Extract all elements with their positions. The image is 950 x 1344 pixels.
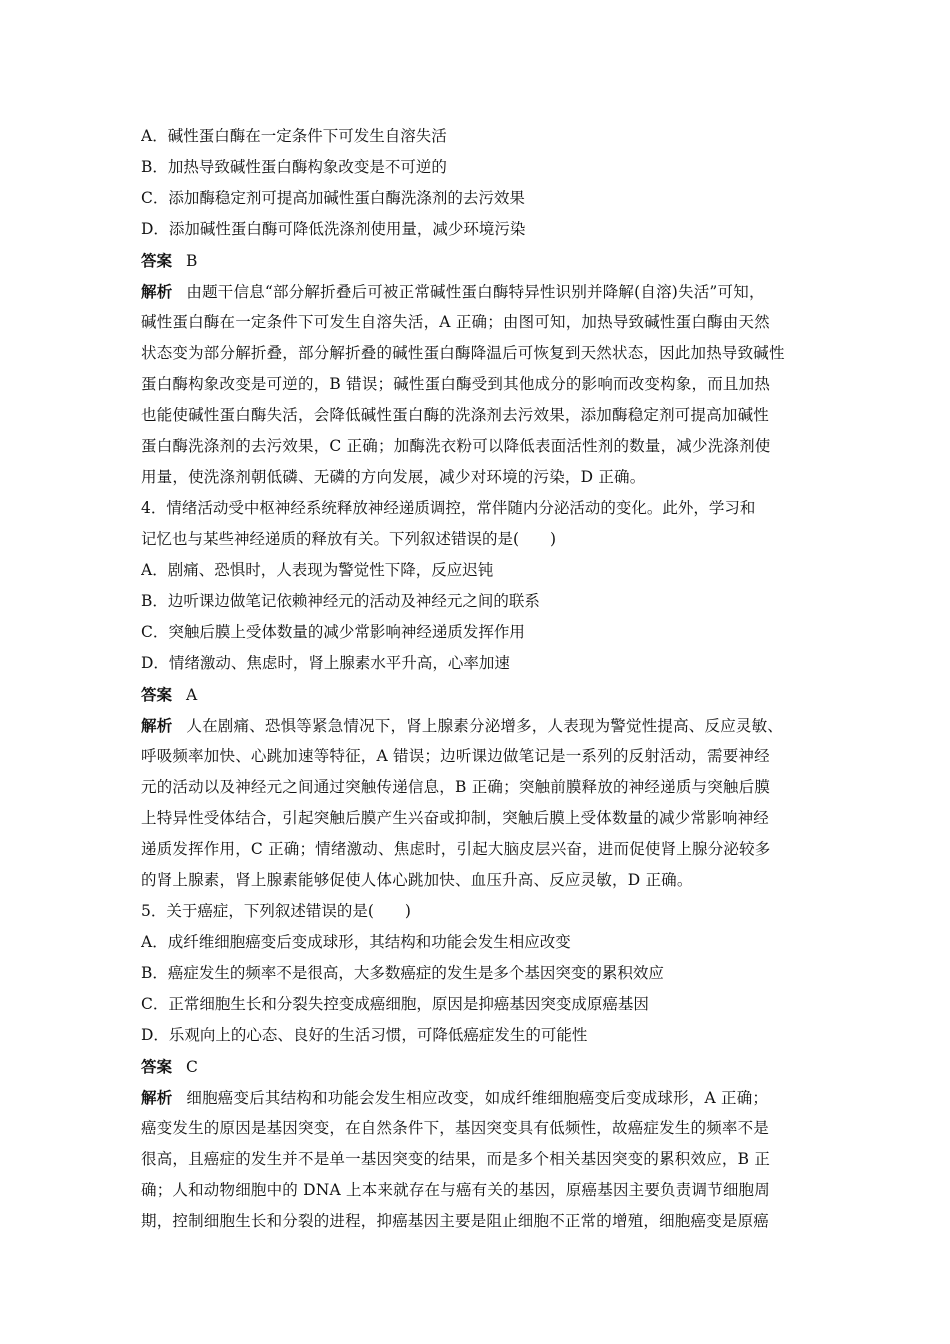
q5-answer bbox=[141, 1051, 821, 1082]
q4-stem-line: 4．情绪活动受中枢神经系统释放神经递质调控，常伴随内分泌活动的变化。此外，学习和 bbox=[141, 499, 756, 517]
q3-option-b: B．加热导致碱性蛋白酶构象改变是不可逆的 bbox=[141, 158, 447, 176]
q5-analysis bbox=[141, 1082, 821, 1237]
q3-option-a: A．碱性蛋白酶在一定条件下可发生自溶失活 bbox=[141, 127, 447, 145]
q5-options bbox=[141, 927, 821, 1051]
analysis-line: 由题干信息“部分解折叠后可被正常碱性蛋白酶特异性识别并降解(自溶)失活”可知， bbox=[186, 283, 765, 301]
analysis-line: 状态变为部分解折叠，部分解折叠的碱性蛋白酶降温后可恢复到天然状态，因此加热导致碱性 bbox=[141, 344, 785, 362]
analysis-line: 递质发挥作用，C 正确；情绪激动、焦虑时，引起大脑皮层兴奋，进而促使肾上腺分泌较多 bbox=[141, 840, 771, 858]
analysis-line: 细胞癌变后其结构和功能会发生相应改变，如成纤维细胞癌变后变成球形，A 正确； bbox=[186, 1089, 769, 1107]
analysis-line: 呼吸频率加快、心跳加速等特征，A 错误；边听课边做笔记是一系列的反射活动，需要神经 bbox=[141, 747, 770, 765]
analysis-line: 的肾上腺素，肾上腺素能够促使人体心跳加快、血压升高、反应灵敏，D 正确。 bbox=[141, 871, 693, 889]
q5-option-d: D．乐观向上的心态、良好的生活习惯，可降低癌症发生的可能性 bbox=[141, 1026, 588, 1044]
q5-stem bbox=[141, 896, 821, 927]
q5-stem-line: 5．关于癌症，下列叙述错误的是( ) bbox=[141, 902, 411, 920]
analysis-line: 很高，且癌症的发生并不是单一基因突变的结果，而是多个相关基因突变的累积效应，B 正 bbox=[141, 1150, 771, 1168]
q4-option-d: D．情绪激动、焦虑时，肾上腺素水平升高，心率加速 bbox=[141, 654, 510, 672]
q3-answer bbox=[141, 245, 821, 276]
analysis-label: 解析 bbox=[141, 282, 173, 301]
document-page bbox=[141, 121, 821, 1237]
analysis-line: 用量，使洗涤剂朝低磷、无磷的方向发展，减少对环境的污染，D 正确。 bbox=[141, 468, 646, 486]
analysis-label: 解析 bbox=[141, 1088, 173, 1107]
analysis-line: 确；人和动物细胞中的 DNA 上本来就存在与癌有关的基因，原癌基因主要负责调节细胞周 bbox=[141, 1181, 770, 1199]
analysis-line: 蛋白酶构象改变是可逆的，B 错误；碱性蛋白酶受到其他成分的影响而改变构象，而且加热 bbox=[141, 375, 771, 393]
q4-option-b: B．边听课边做笔记依赖神经元的活动及神经元之间的联系 bbox=[141, 592, 540, 610]
q4-stem bbox=[141, 493, 821, 555]
q3-analysis bbox=[141, 276, 821, 493]
answer-value: C bbox=[186, 1058, 198, 1076]
analysis-line: 也能使碱性蛋白酶失活，会降低碱性蛋白酶的洗涤剂去污效果，添加酶稳定剂可提高加碱性 bbox=[141, 406, 770, 424]
analysis-line: 碱性蛋白酶在一定条件下可发生自溶失活，A 正确；由图可知，加热导致碱性蛋白酶由天然 bbox=[141, 313, 770, 331]
analysis-line: 上特异性受体结合，引起突触后膜产生兴奋或抑制，突触后膜上受体数量的减少常影响神经 bbox=[141, 809, 770, 827]
q5-option-b: B．癌症发生的频率不是很高，大多数癌症的发生是多个基因突变的累积效应 bbox=[141, 964, 664, 982]
answer-label: 答案 bbox=[141, 685, 173, 704]
q3-options bbox=[141, 121, 821, 245]
analysis-line: 人在剧痛、恐惧等紧急情况下，肾上腺素分泌增多，人表现为警觉性提高、反应灵敏、 bbox=[186, 717, 784, 735]
q4-options bbox=[141, 555, 821, 679]
q5-option-c: C．正常细胞生长和分裂失控变成癌细胞，原因是抑癌基因突变成原癌基因 bbox=[141, 995, 649, 1013]
q4-answer bbox=[141, 679, 821, 710]
q4-option-a: A．剧痛、恐惧时，人表现为警觉性下降，反应迟钝 bbox=[141, 561, 494, 579]
analysis-line: 元的活动以及神经元之间通过突触传递信息，B 正确；突触前膜释放的神经递质与突触后膜 bbox=[141, 778, 771, 796]
analysis-label: 解析 bbox=[141, 716, 173, 735]
answer-label: 答案 bbox=[141, 251, 173, 270]
q4-analysis bbox=[141, 710, 821, 896]
analysis-line: 蛋白酶洗涤剂的去污效果，C 正确；加酶洗衣粉可以降低表面活性剂的数量，减少洗涤剂使 bbox=[141, 437, 771, 455]
q3-option-d: D．添加碱性蛋白酶可降低洗涤剂使用量，减少环境污染 bbox=[141, 220, 526, 238]
q3-option-c: C．添加酶稳定剂可提高加碱性蛋白酶洗涤剂的去污效果 bbox=[141, 189, 525, 207]
answer-label: 答案 bbox=[141, 1057, 173, 1076]
answer-value: A bbox=[186, 686, 198, 704]
answer-value: B bbox=[186, 252, 198, 270]
q5-option-a: A．成纤维细胞癌变后变成球形，其结构和功能会发生相应改变 bbox=[141, 933, 571, 951]
analysis-line: 期，控制细胞生长和分裂的进程，抑癌基因主要是阻止细胞不正常的增殖，细胞癌变是原癌 bbox=[141, 1212, 770, 1230]
q4-stem-line: 记忆也与某些神经递质的释放有关。下列叙述错误的是( ) bbox=[141, 530, 557, 548]
analysis-line: 癌变发生的原因是基因突变，在自然条件下，基因突变具有低频性，故癌症发生的频率不是 bbox=[141, 1119, 770, 1137]
q4-option-c: C．突触后膜上受体数量的减少常影响神经递质发挥作用 bbox=[141, 623, 525, 641]
